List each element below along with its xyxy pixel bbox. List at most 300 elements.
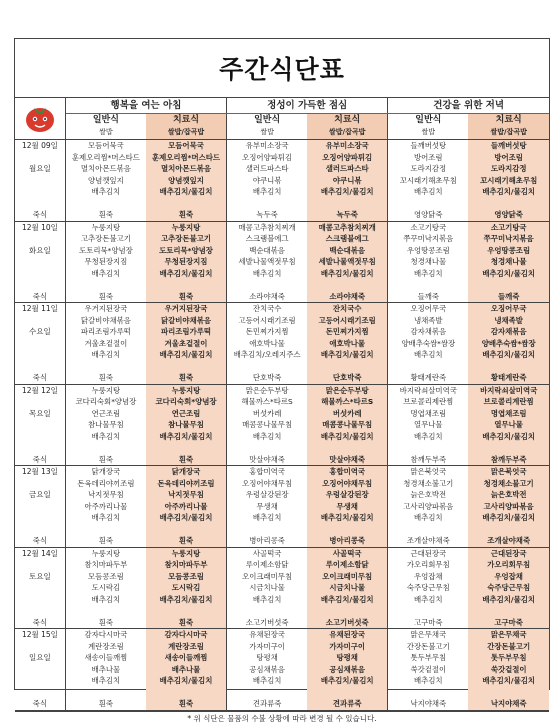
day-blank — [15, 175, 65, 187]
porridge-regular: 소고기버섯죽 — [227, 617, 308, 629]
menu-row — [15, 524, 549, 536]
menu-row — [15, 605, 549, 617]
menu-item-regular: 새송이들깨찜 — [84, 653, 128, 662]
menu-item-regular: 명엽채조림 — [410, 408, 447, 418]
menu-item-diet: 오징어무국 — [468, 303, 549, 315]
menu-item-regular: 배추김치 — [414, 676, 443, 685]
menu-item-regular: 매콤고추참치찌개 — [238, 222, 296, 232]
menu-row — [15, 349, 549, 361]
menu-row — [15, 245, 549, 257]
porridge-regular: 고구마죽 — [388, 617, 469, 629]
blank — [146, 524, 227, 536]
menu-item-regular: 배추김치 — [414, 350, 443, 359]
menu-item-diet: 스크램블에그 — [307, 233, 388, 245]
blank — [146, 361, 227, 373]
blank — [307, 279, 388, 291]
porridge-diet: 영양닭죽 — [468, 209, 549, 221]
porridge-regular: 소라야채죽 — [227, 291, 308, 303]
menu-item-regular: 고등어시래기조림 — [238, 315, 296, 325]
menu-item-regular: 배추김치 — [252, 513, 282, 522]
menu-item-regular: 낙지젓무침 — [88, 490, 124, 499]
menu-item-regular: 맑은순두부탕 — [245, 385, 289, 395]
logo — [15, 98, 65, 140]
menu-item-regular: 파리조림가루떡 — [80, 327, 131, 336]
menu-item-regular: 배추김치 — [414, 594, 443, 604]
porridge-diet: 들깨죽 — [468, 291, 549, 303]
rice-diet: 쌀밥/잡곡밥 — [307, 127, 388, 140]
day-date: 12월 13일 — [15, 466, 65, 478]
porridge-regular: 낙지야채죽 — [388, 698, 469, 710]
menu-item-regular: 바지락쇠살미역국 — [399, 385, 457, 395]
menu-item-diet: 근대된장국 — [468, 547, 549, 559]
menu-item-diet: 배추김치/물김치 — [468, 186, 549, 198]
day-blank — [15, 524, 65, 536]
menu-item-diet: 누룽지탕 — [146, 221, 227, 233]
menu-item-regular: 쑥갓겉절이 — [410, 664, 447, 674]
blank — [388, 279, 469, 291]
day-date: 12월 10일 — [15, 221, 65, 233]
menu-item-diet: 배추김치/물김치 — [146, 675, 227, 687]
menu-row — [15, 629, 549, 641]
blank — [227, 687, 308, 699]
menu-item-regular: 누룽지탕 — [91, 548, 121, 558]
menu-row — [15, 547, 549, 559]
blank — [468, 361, 549, 373]
menu-item-diet: 방어조림 — [468, 152, 549, 164]
menu-row — [15, 408, 549, 420]
menu-item-diet: 멸치아몬드볶음 — [146, 163, 227, 175]
menu-row — [15, 419, 549, 431]
blank — [146, 442, 227, 454]
type-header-row — [15, 114, 549, 128]
menu-item-diet: 감자다시마국 — [146, 629, 227, 641]
menu-item-regular: 배추김치 — [414, 268, 443, 278]
menu-item-diet: 계란장조림 — [146, 641, 227, 653]
menu-item-regular: 청경채나물 — [410, 257, 447, 266]
menu-item-diet: 낙지젓무침 — [146, 489, 227, 501]
blank — [468, 279, 549, 291]
blank — [146, 279, 227, 291]
menu-item-diet: 홍합미역국 — [307, 466, 388, 478]
menu-item-regular: 방어조림 — [414, 152, 443, 162]
day-blank — [15, 338, 65, 350]
menu-item-diet: 겨울초겉절이 — [146, 338, 227, 350]
rice-diet: 쌀밥/잡곡밥 — [468, 127, 549, 140]
menu-item-diet: 우렁살강된장 — [307, 489, 388, 501]
day-blank — [15, 687, 65, 699]
menu-item-regular: 애호박나물 — [249, 338, 285, 348]
regular-header: 일반식 — [92, 114, 119, 125]
menu-item-diet: 돈육데리야끼조림 — [146, 478, 227, 490]
blank — [388, 524, 469, 536]
menu-item-diet: 오이크래미무침 — [307, 571, 388, 583]
menu-item-regular: 양념깻잎지 — [88, 175, 124, 185]
menu-item-diet: 브로콜리계란찜 — [468, 396, 549, 408]
day-weekday: 일요일 — [15, 652, 65, 664]
menu-item-diet: 배추김치/물김치 — [307, 268, 388, 280]
porridge-diet: 흰죽 — [146, 617, 227, 629]
menu-item-diet: 배추김치/물김치 — [146, 512, 227, 524]
menu-item-regular: 잔치국수 — [252, 304, 282, 313]
menu-item-diet: 고사리양파볶음 — [468, 501, 549, 513]
menu-row — [15, 466, 549, 478]
menu-row — [15, 512, 549, 524]
menu-item-regular: 세발나물액젓무침 — [238, 257, 296, 266]
menu-item-regular: 유부미소장국 — [245, 141, 289, 150]
menu-row — [15, 478, 549, 490]
menu-item-regular: 가자미구이 — [249, 641, 285, 651]
menu-row — [15, 268, 549, 280]
menu-item-regular: 도토리묵*양념장 — [79, 245, 133, 255]
menu-item-diet: 무청된장지짐 — [146, 256, 227, 268]
menu-item-regular: 계란장조림 — [88, 641, 124, 651]
menu-item-diet: 쑥갓겉절이 — [468, 664, 549, 676]
menu-item-diet: 백순대볶음 — [307, 245, 388, 257]
porridge-regular: 맛살야채죽 — [227, 454, 308, 466]
blank — [468, 605, 549, 617]
menu-item-regular: 연근조림 — [91, 408, 121, 418]
menu-item-diet: 사골떡국 — [307, 547, 388, 559]
menu-row — [15, 384, 549, 396]
menu-item-regular: 간장돈불고기 — [406, 641, 450, 651]
footer-note: * 위 식단은 물품의 수불 상황에 따라 변경 될 수 있습니다. — [15, 711, 549, 725]
menu-item-regular: 가오리회무침 — [406, 560, 450, 569]
menu-item-diet: 새송이들깨찜 — [146, 652, 227, 664]
menu-row — [15, 582, 549, 594]
day-blank — [15, 268, 65, 280]
menu-item-regular: 냉채족발 — [414, 315, 443, 325]
menu-item-regular: 늙은호박전 — [410, 490, 447, 499]
menu-item-regular: 누룽지탕 — [91, 222, 121, 232]
menu-item-regular: 모듬콩조림 — [88, 571, 124, 581]
menu-row — [15, 454, 549, 466]
day-blank — [15, 198, 65, 210]
menu-row — [15, 652, 549, 664]
blank — [146, 605, 227, 617]
menu-item-regular: 우엉땅콩조림 — [406, 245, 450, 255]
menu-item-regular: 배추김치 — [91, 350, 121, 359]
menu-item-diet: 배추나물 — [146, 664, 227, 676]
porridge-regular: 흰죽 — [65, 291, 146, 303]
menu-table — [15, 98, 549, 711]
menu-item-regular: 모듬어묵국 — [88, 141, 124, 150]
porridge-label: 죽식 — [15, 209, 65, 221]
menu-item-regular: 누룽지탕 — [91, 385, 121, 395]
menu-item-regular: 우엉잡채 — [414, 571, 443, 581]
menu-item-regular: 배추김치 — [252, 676, 282, 685]
lunch-heading: 정성이 가득한 점심 — [227, 98, 388, 114]
menu-item-diet: 우엉잡채 — [468, 571, 549, 583]
menu-item-diet: 가오리회무침 — [468, 559, 549, 571]
porridge-regular: 흰죽 — [65, 372, 146, 384]
day-date: 12월 11일 — [15, 303, 65, 315]
day-blank — [15, 419, 65, 431]
diet-header: 치료식 — [146, 114, 227, 128]
menu-item-diet: 배추김치/물김치 — [146, 186, 227, 198]
porridge-label: 죽식 — [15, 698, 65, 710]
blank — [468, 198, 549, 210]
menu-row — [15, 559, 549, 571]
menu-item-regular: 배추김치 — [91, 431, 121, 441]
day-date: 12월 14일 — [15, 547, 65, 559]
menu-item-regular: 루이제소함닭 — [245, 560, 289, 569]
porridge-regular: 황태계란죽 — [388, 372, 469, 384]
menu-item-regular: 참나물무침 — [88, 420, 124, 429]
menu-item-regular: 야쿠니볶 — [252, 175, 282, 185]
menu-item-diet: 참나물무침 — [146, 419, 227, 431]
menu-item-diet: 배추김치/물김치 — [307, 431, 388, 443]
menu-item-regular: 고사리양파볶음 — [403, 501, 454, 511]
menu-item-regular: 고추장돈불고기 — [80, 234, 131, 243]
menu-row — [15, 315, 549, 327]
blank — [65, 361, 146, 373]
menu-item-regular: 우렁살강된장 — [245, 490, 289, 499]
porridge-diet: 녹두죽 — [307, 209, 388, 221]
menu-row — [15, 361, 549, 373]
menu-item-diet: 배추김치/물김치 — [307, 594, 388, 606]
menu-row — [15, 501, 549, 513]
blank — [65, 198, 146, 210]
title-row — [15, 39, 549, 98]
day-blank — [15, 396, 65, 408]
menu-row — [15, 140, 549, 152]
menu-item-regular: 배추김치 — [91, 594, 121, 604]
menu-item-diet: 도라지감정 — [468, 163, 549, 175]
day-blank — [15, 442, 65, 454]
menu-item-regular: 백순대볶음 — [249, 245, 285, 255]
menu-item-regular: 배추김치 — [91, 187, 121, 196]
day-blank — [15, 315, 65, 327]
regular-header: 일반식 — [254, 114, 281, 125]
day-blank — [15, 349, 65, 361]
menu-item-regular: 코다리숙회*양념장 — [75, 397, 137, 406]
menu-row — [15, 489, 549, 501]
menu-item-diet: 탕평채 — [307, 652, 388, 664]
blank — [65, 442, 146, 454]
menu-item-regular: 돈민찌가지찜 — [245, 327, 289, 336]
menu-item-diet: 유채된장국 — [307, 629, 388, 641]
rice-regular: 쌀밥 — [388, 127, 469, 140]
menu-row — [15, 641, 549, 653]
menu-item-regular: 열무나물 — [414, 420, 443, 429]
day-weekday: 화요일 — [15, 245, 65, 257]
porridge-diet: 흰죽 — [146, 209, 227, 221]
menu-item-diet: 닭개장국 — [146, 466, 227, 478]
menu-item-regular: 배추나물 — [91, 664, 121, 674]
menu-item-diet: 배추김치/물김치 — [307, 186, 388, 198]
menu-item-diet: 아주까리나물 — [146, 501, 227, 513]
menu-row — [15, 186, 549, 198]
menu-item-diet: 도시락김 — [146, 582, 227, 594]
menu-item-regular: 배추김치 — [252, 431, 282, 441]
menu-item-regular: 숙주당근무침 — [406, 583, 450, 592]
menu-item-diet: 배추김치/물김치 — [307, 675, 388, 687]
menu-item-regular: 감자채볶음 — [410, 327, 447, 336]
blank — [146, 687, 227, 699]
breakfast-heading: 행복을 여는 아침 — [65, 98, 226, 114]
menu-item-regular: 도시락김 — [91, 583, 121, 592]
menu-item-regular: 배추김치 — [414, 187, 443, 196]
menu-item-diet: 유부미소장국 — [307, 140, 388, 152]
menu-item-regular: 도라지감정 — [410, 164, 447, 173]
menu-item-regular: 공심채볶음 — [249, 664, 285, 674]
porridge-diet: 흰죽 — [146, 372, 227, 384]
porridge-label: 죽식 — [15, 291, 65, 303]
day-weekday: 월요일 — [15, 163, 65, 175]
menu-item-regular: 스크램블에그 — [245, 234, 289, 243]
menu-item-regular: 오징어양파튀김 — [242, 152, 293, 162]
porridge-diet: 참깨두부죽 — [468, 454, 549, 466]
menu-row — [15, 687, 549, 699]
porridge-diet: 흰죽 — [146, 291, 227, 303]
menu-item-diet: 고추장돈불고기 — [146, 233, 227, 245]
menu-item-regular: 참치마파두부 — [84, 560, 128, 569]
menu-row — [15, 279, 549, 291]
blank — [468, 442, 549, 454]
blank — [388, 198, 469, 210]
menu-item-diet: 배추김치/물김치 — [468, 349, 549, 361]
blank — [227, 361, 308, 373]
porridge-label: 죽식 — [15, 372, 65, 384]
blank — [307, 524, 388, 536]
rice-regular: 쌀밥 — [227, 127, 308, 140]
menu-item-diet: 해물까스*타르S — [307, 396, 388, 408]
blank — [468, 524, 549, 536]
menu-item-diet: 늙은호박전 — [468, 489, 549, 501]
menu-item-diet: 배추김치/물김치 — [146, 594, 227, 606]
menu-item-diet: 청경채소불고기 — [468, 478, 549, 490]
menu-item-diet: 간장돈불고기 — [468, 641, 549, 653]
menu-item-regular: 닭개장국 — [91, 467, 121, 476]
menu-item-regular: 감자다시마국 — [84, 630, 128, 639]
day-blank — [15, 512, 65, 524]
menu-item-diet: 배추김치/물김치 — [468, 268, 549, 280]
menu-item-diet: 청경채나물 — [468, 256, 549, 268]
meal-title-row — [15, 98, 549, 114]
menu-item-regular: 배추김치 — [252, 268, 282, 278]
blank — [307, 198, 388, 210]
day-weekday: 목요일 — [15, 408, 65, 420]
menu-item-diet: 배추김치/물김치 — [468, 431, 549, 443]
porridge-label: 죽식 — [15, 617, 65, 629]
blank — [227, 442, 308, 454]
day-blank — [15, 361, 65, 373]
porridge-diet: 병아리콩죽 — [307, 535, 388, 547]
menu-item-regular: 샐러드파스타 — [245, 164, 289, 173]
rice-header-row — [15, 127, 549, 140]
porridge-diet: 흰죽 — [146, 698, 227, 710]
porridge-label: 죽식 — [15, 535, 65, 547]
menu-item-diet: 참치마파두부 — [146, 559, 227, 571]
menu-item-regular: 쭈꾸미낙지볶음 — [403, 234, 454, 243]
menu-item-regular: 배추김치 — [414, 513, 443, 522]
blank — [227, 198, 308, 210]
day-blank — [15, 594, 65, 606]
menu-row — [15, 175, 549, 187]
regular-header: 일반식 — [415, 114, 442, 125]
menu-item-diet: 우엉땅콩조림 — [468, 245, 549, 257]
porridge-diet: 소라야채죽 — [307, 291, 388, 303]
menu-row — [15, 209, 549, 221]
menu-row — [15, 198, 549, 210]
diet-header: 치료식 — [468, 114, 549, 128]
menu-item-regular: 유채된장국 — [249, 630, 285, 639]
menu-item-regular: 훈제오리찜*머스타드 — [71, 152, 140, 162]
menu-item-regular: 배추김치 — [252, 187, 282, 196]
day-blank — [15, 478, 65, 490]
menu-item-diet: 무생채 — [307, 501, 388, 513]
blank — [227, 605, 308, 617]
menu-row — [15, 431, 549, 443]
porridge-diet: 소고기버섯죽 — [307, 617, 388, 629]
menu-item-regular: 매콤콩나물무침 — [242, 420, 293, 429]
menu-item-diet: 닭갈비야채볶음 — [146, 315, 227, 327]
menu-row — [15, 396, 549, 408]
menu-item-regular: 닭갈비야채볶음 — [80, 315, 131, 325]
porridge-diet: 맛살야채죽 — [307, 454, 388, 466]
menu-row — [15, 256, 549, 268]
porridge-diet: 조개살야채죽 — [468, 535, 549, 547]
menu-item-regular: 꼬시래기해초무침 — [399, 175, 457, 185]
menu-item-regular: 겨울초겉절이 — [84, 338, 128, 348]
porridge-regular: 흰죽 — [65, 617, 146, 629]
day-blank — [15, 675, 65, 687]
menu-item-diet: 매콤콩나물무침 — [307, 419, 388, 431]
day-weekday: 금요일 — [15, 489, 65, 501]
porridge-diet: 흰죽 — [146, 535, 227, 547]
menu-item-diet: 누룽지탕 — [146, 547, 227, 559]
blank — [65, 605, 146, 617]
menu-item-regular: 오이크래미무침 — [242, 571, 293, 581]
day-blank — [15, 152, 65, 164]
menu-item-diet: 공심채볶음 — [307, 664, 388, 676]
menu-item-diet: 애호박나물 — [307, 338, 388, 350]
menu-item-diet: 샐러드파스타 — [307, 163, 388, 175]
porridge-regular: 녹두죽 — [227, 209, 308, 221]
menu-item-diet: 누룽지탕 — [146, 384, 227, 396]
menu-item-regular: 사골떡국 — [252, 548, 282, 558]
menu-item-diet: 배추김치/물김치 — [146, 349, 227, 361]
menu-row — [15, 571, 549, 583]
menu-item-diet: 맑은무채국 — [468, 629, 549, 641]
menu-item-regular: 청경채소불고기 — [403, 478, 454, 488]
menu-item-diet: 맑은북엇국 — [468, 466, 549, 478]
porridge-regular: 흰죽 — [65, 535, 146, 547]
menu-item-diet: 도토리묵*양념장 — [146, 245, 227, 257]
day-blank — [15, 431, 65, 443]
menu-item-diet: 맑은순두부탕 — [307, 384, 388, 396]
day-weekday: 수요일 — [15, 326, 65, 338]
porridge-regular: 참깨두부죽 — [388, 454, 469, 466]
menu-item-regular: 멸치아몬드볶음 — [80, 164, 131, 173]
tomato-mascot-icon — [23, 100, 57, 134]
blank — [227, 524, 308, 536]
porridge-diet: 황태계란죽 — [468, 372, 549, 384]
blank — [65, 687, 146, 699]
porridge-regular: 영양닭죽 — [388, 209, 469, 221]
menu-item-diet: 배추김치/물김치 — [146, 268, 227, 280]
day-blank — [15, 605, 65, 617]
menu-item-diet: 시금치나물 — [307, 582, 388, 594]
day-blank — [15, 641, 65, 653]
blank — [307, 687, 388, 699]
day-blank — [15, 186, 65, 198]
blank — [307, 442, 388, 454]
menu-item-regular: 근대된장국 — [410, 548, 447, 558]
blank — [65, 524, 146, 536]
menu-item-diet: 양념깻잎지 — [146, 175, 227, 187]
day-blank — [15, 501, 65, 513]
